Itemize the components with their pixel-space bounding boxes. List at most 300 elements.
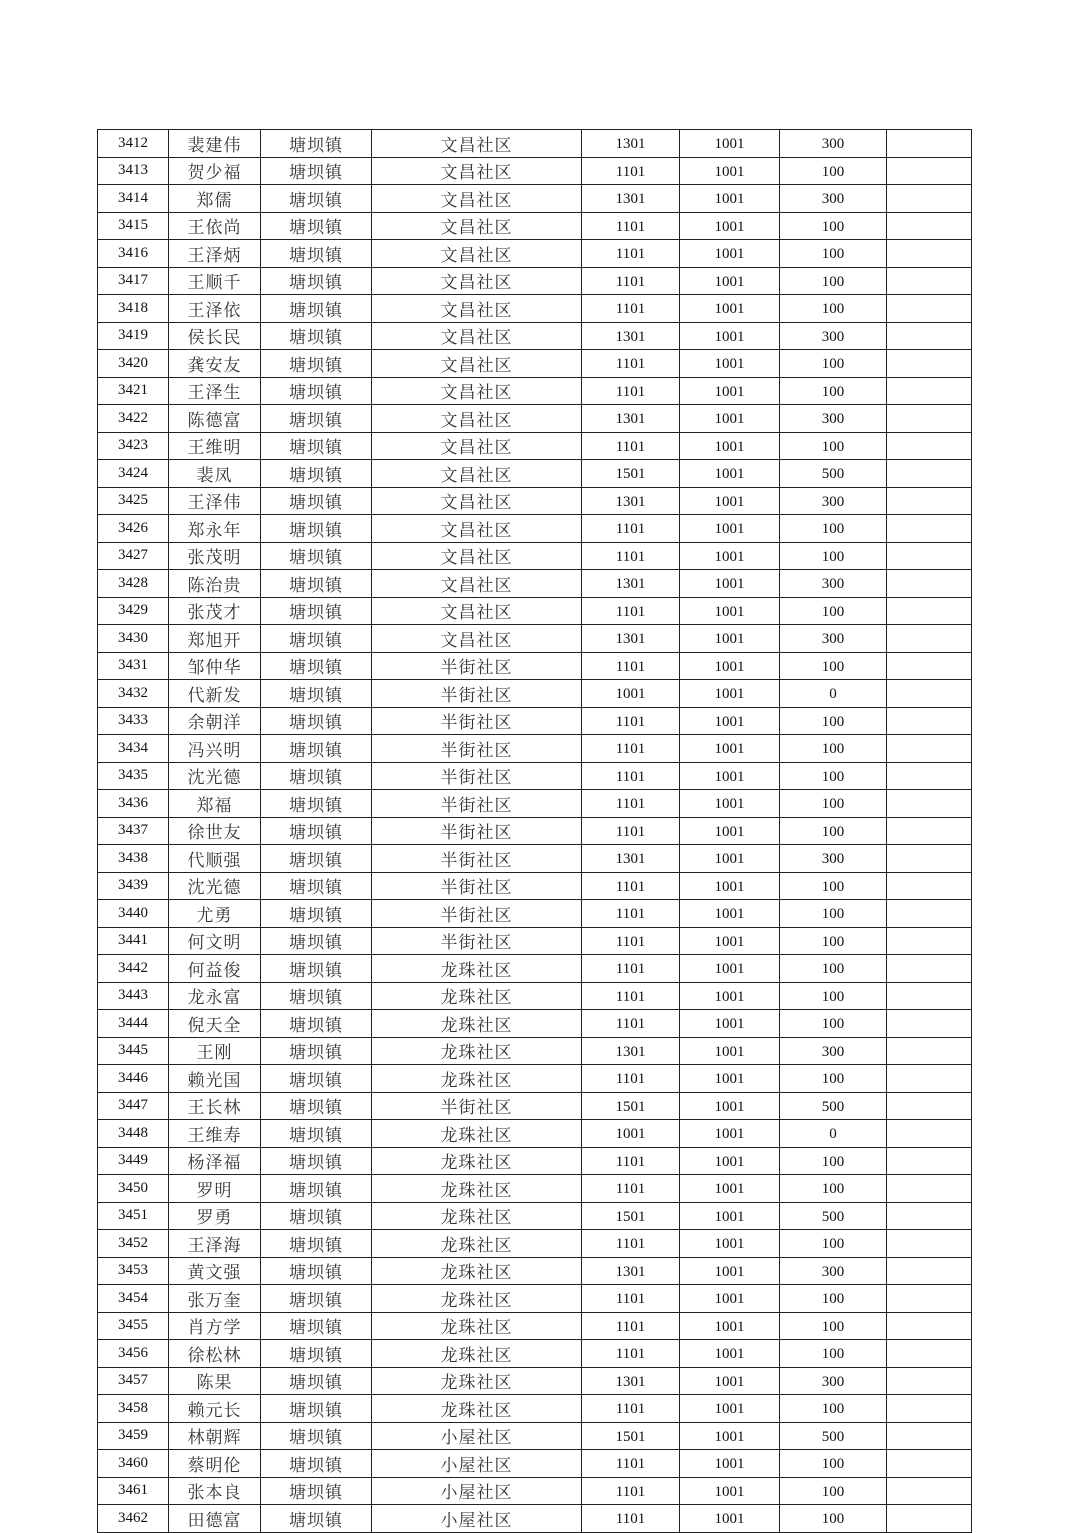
table-row bbox=[98, 1202, 972, 1230]
cell-community: 半街社区 bbox=[372, 790, 582, 818]
table-row bbox=[98, 350, 972, 378]
cell-town: 塘坝镇 bbox=[261, 982, 372, 1010]
cell-amount: 300 bbox=[780, 130, 887, 158]
cell-name: 王刚 bbox=[169, 1037, 261, 1065]
cell-name: 肖方学 bbox=[169, 1312, 261, 1340]
cell-name: 贺少福 bbox=[169, 157, 261, 185]
cell-code-a: 1301 bbox=[582, 487, 680, 515]
cell-amount: 100 bbox=[780, 872, 887, 900]
cell-town: 塘坝镇 bbox=[261, 1257, 372, 1285]
cell-remark bbox=[887, 240, 972, 268]
cell-row-number: 3420 bbox=[98, 350, 169, 378]
cell-town: 塘坝镇 bbox=[261, 872, 372, 900]
cell-row-number: 3436 bbox=[98, 790, 169, 818]
cell-row-number: 3424 bbox=[98, 460, 169, 488]
cell-row-number: 3415 bbox=[98, 212, 169, 240]
cell-remark bbox=[887, 542, 972, 570]
cell-code-a: 1101 bbox=[582, 790, 680, 818]
cell-remark bbox=[887, 845, 972, 873]
cell-code-b: 1001 bbox=[680, 1450, 780, 1478]
cell-name: 尤勇 bbox=[169, 900, 261, 928]
cell-amount: 100 bbox=[780, 1477, 887, 1505]
cell-row-number: 3439 bbox=[98, 872, 169, 900]
cell-amount: 100 bbox=[780, 900, 887, 928]
cell-community: 龙珠社区 bbox=[372, 1065, 582, 1093]
cell-community: 半街社区 bbox=[372, 927, 582, 955]
cell-name: 张茂才 bbox=[169, 597, 261, 625]
cell-remark bbox=[887, 625, 972, 653]
cell-community: 半街社区 bbox=[372, 652, 582, 680]
cell-town: 塘坝镇 bbox=[261, 570, 372, 598]
cell-code-b: 1001 bbox=[680, 1505, 780, 1533]
cell-code-b: 1001 bbox=[680, 707, 780, 735]
cell-name: 王泽依 bbox=[169, 295, 261, 323]
cell-code-a: 1301 bbox=[582, 845, 680, 873]
cell-community: 龙珠社区 bbox=[372, 1340, 582, 1368]
cell-remark bbox=[887, 405, 972, 433]
cell-row-number: 3431 bbox=[98, 652, 169, 680]
cell-remark bbox=[887, 377, 972, 405]
cell-amount: 100 bbox=[780, 955, 887, 983]
cell-row-number: 3444 bbox=[98, 1010, 169, 1038]
cell-code-a: 1501 bbox=[582, 460, 680, 488]
cell-code-b: 1001 bbox=[680, 130, 780, 158]
cell-code-b: 1001 bbox=[680, 322, 780, 350]
cell-name: 张茂明 bbox=[169, 542, 261, 570]
cell-row-number: 3451 bbox=[98, 1202, 169, 1230]
cell-town: 塘坝镇 bbox=[261, 1340, 372, 1368]
cell-town: 塘坝镇 bbox=[261, 680, 372, 708]
cell-community: 龙珠社区 bbox=[372, 1367, 582, 1395]
cell-row-number: 3452 bbox=[98, 1230, 169, 1258]
cell-town: 塘坝镇 bbox=[261, 1450, 372, 1478]
cell-remark bbox=[887, 817, 972, 845]
cell-code-a: 1101 bbox=[582, 350, 680, 378]
cell-remark bbox=[887, 570, 972, 598]
cell-code-b: 1001 bbox=[680, 790, 780, 818]
table-row bbox=[98, 1037, 972, 1065]
cell-name: 倪天全 bbox=[169, 1010, 261, 1038]
cell-code-b: 1001 bbox=[680, 1477, 780, 1505]
cell-code-b: 1001 bbox=[680, 240, 780, 268]
cell-community: 龙珠社区 bbox=[372, 1147, 582, 1175]
cell-amount: 100 bbox=[780, 1395, 887, 1423]
cell-code-b: 1001 bbox=[680, 625, 780, 653]
cell-amount: 100 bbox=[780, 817, 887, 845]
cell-amount: 300 bbox=[780, 487, 887, 515]
table-row bbox=[98, 1092, 972, 1120]
cell-town: 塘坝镇 bbox=[261, 735, 372, 763]
cell-town: 塘坝镇 bbox=[261, 1120, 372, 1148]
cell-amount: 100 bbox=[780, 927, 887, 955]
cell-community: 文昌社区 bbox=[372, 377, 582, 405]
cell-community: 文昌社区 bbox=[372, 405, 582, 433]
cell-community: 龙珠社区 bbox=[372, 1230, 582, 1258]
cell-amount: 100 bbox=[780, 212, 887, 240]
cell-town: 塘坝镇 bbox=[261, 405, 372, 433]
table-row bbox=[98, 927, 972, 955]
table-row bbox=[98, 845, 972, 873]
cell-code-b: 1001 bbox=[680, 1422, 780, 1450]
cell-row-number: 3457 bbox=[98, 1367, 169, 1395]
cell-remark bbox=[887, 1010, 972, 1038]
cell-name: 徐世友 bbox=[169, 817, 261, 845]
cell-community: 半街社区 bbox=[372, 900, 582, 928]
cell-code-a: 1301 bbox=[582, 625, 680, 653]
cell-code-a: 1101 bbox=[582, 295, 680, 323]
cell-name: 代顺强 bbox=[169, 845, 261, 873]
cell-code-b: 1001 bbox=[680, 377, 780, 405]
cell-remark bbox=[887, 872, 972, 900]
table-row bbox=[98, 625, 972, 653]
cell-name: 冯兴明 bbox=[169, 735, 261, 763]
cell-community: 文昌社区 bbox=[372, 515, 582, 543]
cell-community: 龙珠社区 bbox=[372, 1037, 582, 1065]
cell-town: 塘坝镇 bbox=[261, 1202, 372, 1230]
cell-code-a: 1101 bbox=[582, 1505, 680, 1533]
table-row bbox=[98, 1395, 972, 1423]
cell-remark bbox=[887, 1230, 972, 1258]
cell-row-number: 3440 bbox=[98, 900, 169, 928]
cell-remark bbox=[887, 597, 972, 625]
cell-remark bbox=[887, 487, 972, 515]
cell-row-number: 3445 bbox=[98, 1037, 169, 1065]
cell-town: 塘坝镇 bbox=[261, 487, 372, 515]
cell-community: 文昌社区 bbox=[372, 487, 582, 515]
cell-code-a: 1101 bbox=[582, 1477, 680, 1505]
cell-code-a: 1301 bbox=[582, 1367, 680, 1395]
cell-remark bbox=[887, 1257, 972, 1285]
cell-community: 半街社区 bbox=[372, 762, 582, 790]
cell-community: 龙珠社区 bbox=[372, 982, 582, 1010]
cell-name: 张本良 bbox=[169, 1477, 261, 1505]
table-row bbox=[98, 405, 972, 433]
cell-amount: 100 bbox=[780, 267, 887, 295]
cell-row-number: 3438 bbox=[98, 845, 169, 873]
table-row bbox=[98, 735, 972, 763]
table-row bbox=[98, 432, 972, 460]
table-row bbox=[98, 1257, 972, 1285]
cell-community: 小屋社区 bbox=[372, 1477, 582, 1505]
cell-community: 文昌社区 bbox=[372, 212, 582, 240]
cell-remark bbox=[887, 927, 972, 955]
cell-code-b: 1001 bbox=[680, 1202, 780, 1230]
cell-row-number: 3447 bbox=[98, 1092, 169, 1120]
cell-code-a: 1301 bbox=[582, 570, 680, 598]
cell-code-b: 1001 bbox=[680, 735, 780, 763]
cell-code-a: 1101 bbox=[582, 1147, 680, 1175]
cell-amount: 100 bbox=[780, 1230, 887, 1258]
cell-amount: 100 bbox=[780, 1175, 887, 1203]
cell-row-number: 3426 bbox=[98, 515, 169, 543]
table-row bbox=[98, 1147, 972, 1175]
cell-code-b: 1001 bbox=[680, 405, 780, 433]
cell-remark bbox=[887, 1422, 972, 1450]
cell-amount: 0 bbox=[780, 680, 887, 708]
cell-row-number: 3423 bbox=[98, 432, 169, 460]
cell-community: 文昌社区 bbox=[372, 625, 582, 653]
cell-code-a: 1301 bbox=[582, 1257, 680, 1285]
cell-code-a: 1101 bbox=[582, 212, 680, 240]
table-row bbox=[98, 1312, 972, 1340]
table-row bbox=[98, 1450, 972, 1478]
cell-code-b: 1001 bbox=[680, 1230, 780, 1258]
table-row bbox=[98, 790, 972, 818]
cell-code-b: 1001 bbox=[680, 982, 780, 1010]
cell-code-b: 1001 bbox=[680, 817, 780, 845]
cell-code-a: 1101 bbox=[582, 900, 680, 928]
cell-code-b: 1001 bbox=[680, 872, 780, 900]
cell-code-a: 1101 bbox=[582, 817, 680, 845]
cell-town: 塘坝镇 bbox=[261, 845, 372, 873]
cell-code-b: 1001 bbox=[680, 487, 780, 515]
cell-name: 黄文强 bbox=[169, 1257, 261, 1285]
cell-amount: 100 bbox=[780, 295, 887, 323]
cell-community: 龙珠社区 bbox=[372, 1120, 582, 1148]
cell-code-a: 1101 bbox=[582, 1175, 680, 1203]
cell-code-b: 1001 bbox=[680, 680, 780, 708]
cell-town: 塘坝镇 bbox=[261, 900, 372, 928]
cell-remark bbox=[887, 432, 972, 460]
cell-amount: 300 bbox=[780, 1367, 887, 1395]
cell-code-a: 1101 bbox=[582, 267, 680, 295]
cell-remark bbox=[887, 1175, 972, 1203]
cell-town: 塘坝镇 bbox=[261, 707, 372, 735]
cell-name: 陈德富 bbox=[169, 405, 261, 433]
cell-code-a: 1101 bbox=[582, 872, 680, 900]
cell-amount: 100 bbox=[780, 1450, 887, 1478]
cell-amount: 300 bbox=[780, 625, 887, 653]
cell-code-b: 1001 bbox=[680, 267, 780, 295]
cell-name: 郑永年 bbox=[169, 515, 261, 543]
cell-name: 代新发 bbox=[169, 680, 261, 708]
cell-row-number: 3414 bbox=[98, 185, 169, 213]
cell-row-number: 3417 bbox=[98, 267, 169, 295]
cell-row-number: 3413 bbox=[98, 157, 169, 185]
cell-community: 半街社区 bbox=[372, 1092, 582, 1120]
cell-town: 塘坝镇 bbox=[261, 1367, 372, 1395]
cell-remark bbox=[887, 955, 972, 983]
cell-amount: 100 bbox=[780, 762, 887, 790]
cell-remark bbox=[887, 707, 972, 735]
cell-code-a: 1101 bbox=[582, 515, 680, 543]
cell-community: 文昌社区 bbox=[372, 130, 582, 158]
cell-town: 塘坝镇 bbox=[261, 432, 372, 460]
cell-community: 文昌社区 bbox=[372, 267, 582, 295]
table-row bbox=[98, 817, 972, 845]
cell-amount: 0 bbox=[780, 1120, 887, 1148]
table-row bbox=[98, 1285, 972, 1313]
cell-code-b: 1001 bbox=[680, 1010, 780, 1038]
cell-code-b: 1001 bbox=[680, 597, 780, 625]
cell-row-number: 3419 bbox=[98, 322, 169, 350]
cell-row-number: 3455 bbox=[98, 1312, 169, 1340]
cell-name: 沈光德 bbox=[169, 762, 261, 790]
cell-code-b: 1001 bbox=[680, 185, 780, 213]
cell-code-a: 1101 bbox=[582, 955, 680, 983]
cell-town: 塘坝镇 bbox=[261, 1505, 372, 1533]
cell-amount: 100 bbox=[780, 1147, 887, 1175]
cell-amount: 100 bbox=[780, 240, 887, 268]
cell-row-number: 3460 bbox=[98, 1450, 169, 1478]
cell-code-b: 1001 bbox=[680, 1285, 780, 1313]
cell-community: 龙珠社区 bbox=[372, 1010, 582, 1038]
cell-community: 文昌社区 bbox=[372, 350, 582, 378]
table-row bbox=[98, 515, 972, 543]
cell-code-b: 1001 bbox=[680, 1312, 780, 1340]
cell-amount: 100 bbox=[780, 597, 887, 625]
cell-amount: 100 bbox=[780, 735, 887, 763]
cell-amount: 500 bbox=[780, 1092, 887, 1120]
cell-name: 王泽炳 bbox=[169, 240, 261, 268]
cell-town: 塘坝镇 bbox=[261, 130, 372, 158]
cell-community: 文昌社区 bbox=[372, 597, 582, 625]
cell-code-a: 1001 bbox=[582, 680, 680, 708]
cell-row-number: 3416 bbox=[98, 240, 169, 268]
cell-name: 罗勇 bbox=[169, 1202, 261, 1230]
table-row bbox=[98, 1505, 972, 1533]
table-row bbox=[98, 295, 972, 323]
cell-name: 蔡明伦 bbox=[169, 1450, 261, 1478]
cell-community: 半街社区 bbox=[372, 872, 582, 900]
table-row bbox=[98, 1175, 972, 1203]
cell-town: 塘坝镇 bbox=[261, 597, 372, 625]
cell-row-number: 3459 bbox=[98, 1422, 169, 1450]
cell-remark bbox=[887, 185, 972, 213]
cell-remark bbox=[887, 1477, 972, 1505]
cell-code-a: 1001 bbox=[582, 1120, 680, 1148]
cell-amount: 100 bbox=[780, 652, 887, 680]
cell-row-number: 3446 bbox=[98, 1065, 169, 1093]
cell-name: 杨泽福 bbox=[169, 1147, 261, 1175]
table-row bbox=[98, 762, 972, 790]
cell-code-b: 1001 bbox=[680, 652, 780, 680]
cell-name: 龚安友 bbox=[169, 350, 261, 378]
cell-row-number: 3422 bbox=[98, 405, 169, 433]
cell-row-number: 3433 bbox=[98, 707, 169, 735]
table-row bbox=[98, 1010, 972, 1038]
cell-community: 龙珠社区 bbox=[372, 1257, 582, 1285]
table-body bbox=[98, 130, 972, 1533]
table-row bbox=[98, 267, 972, 295]
cell-remark bbox=[887, 350, 972, 378]
cell-code-b: 1001 bbox=[680, 762, 780, 790]
cell-name: 郑福 bbox=[169, 790, 261, 818]
cell-name: 王维寿 bbox=[169, 1120, 261, 1148]
cell-amount: 300 bbox=[780, 322, 887, 350]
cell-code-b: 1001 bbox=[680, 1037, 780, 1065]
cell-code-a: 1501 bbox=[582, 1202, 680, 1230]
cell-code-a: 1101 bbox=[582, 597, 680, 625]
cell-code-b: 1001 bbox=[680, 845, 780, 873]
cell-remark bbox=[887, 1092, 972, 1120]
cell-amount: 500 bbox=[780, 1422, 887, 1450]
cell-row-number: 3441 bbox=[98, 927, 169, 955]
cell-name: 王长林 bbox=[169, 1092, 261, 1120]
cell-amount: 100 bbox=[780, 1065, 887, 1093]
cell-name: 王依尚 bbox=[169, 212, 261, 240]
cell-code-a: 1301 bbox=[582, 322, 680, 350]
cell-amount: 100 bbox=[780, 1285, 887, 1313]
cell-code-a: 1101 bbox=[582, 1010, 680, 1038]
cell-amount: 100 bbox=[780, 432, 887, 460]
table-row bbox=[98, 900, 972, 928]
cell-remark bbox=[887, 1505, 972, 1533]
cell-amount: 500 bbox=[780, 460, 887, 488]
cell-name: 王维明 bbox=[169, 432, 261, 460]
cell-remark bbox=[887, 267, 972, 295]
cell-amount: 100 bbox=[780, 982, 887, 1010]
cell-amount: 100 bbox=[780, 707, 887, 735]
cell-code-a: 1301 bbox=[582, 405, 680, 433]
cell-row-number: 3456 bbox=[98, 1340, 169, 1368]
cell-row-number: 3427 bbox=[98, 542, 169, 570]
cell-town: 塘坝镇 bbox=[261, 322, 372, 350]
cell-code-a: 1101 bbox=[582, 707, 680, 735]
table-row bbox=[98, 322, 972, 350]
cell-remark bbox=[887, 460, 972, 488]
cell-row-number: 3442 bbox=[98, 955, 169, 983]
cell-row-number: 3429 bbox=[98, 597, 169, 625]
cell-remark bbox=[887, 1367, 972, 1395]
records-table bbox=[97, 129, 972, 1533]
table-row bbox=[98, 460, 972, 488]
cell-community: 小屋社区 bbox=[372, 1450, 582, 1478]
cell-row-number: 3434 bbox=[98, 735, 169, 763]
cell-amount: 300 bbox=[780, 405, 887, 433]
table-row bbox=[98, 212, 972, 240]
cell-remark bbox=[887, 982, 972, 1010]
cell-row-number: 3435 bbox=[98, 762, 169, 790]
cell-community: 文昌社区 bbox=[372, 240, 582, 268]
cell-amount: 300 bbox=[780, 570, 887, 598]
cell-code-b: 1001 bbox=[680, 1395, 780, 1423]
cell-remark bbox=[887, 130, 972, 158]
cell-community: 龙珠社区 bbox=[372, 1395, 582, 1423]
cell-town: 塘坝镇 bbox=[261, 1230, 372, 1258]
cell-amount: 100 bbox=[780, 515, 887, 543]
table-row bbox=[98, 1422, 972, 1450]
cell-code-b: 1001 bbox=[680, 900, 780, 928]
cell-name: 余朝洋 bbox=[169, 707, 261, 735]
cell-town: 塘坝镇 bbox=[261, 295, 372, 323]
cell-community: 文昌社区 bbox=[372, 432, 582, 460]
cell-code-a: 1101 bbox=[582, 652, 680, 680]
cell-community: 半街社区 bbox=[372, 680, 582, 708]
cell-name: 王顺千 bbox=[169, 267, 261, 295]
cell-community: 龙珠社区 bbox=[372, 955, 582, 983]
cell-code-b: 1001 bbox=[680, 1257, 780, 1285]
cell-code-a: 1101 bbox=[582, 1450, 680, 1478]
cell-town: 塘坝镇 bbox=[261, 1285, 372, 1313]
cell-name: 邹仲华 bbox=[169, 652, 261, 680]
cell-amount: 100 bbox=[780, 350, 887, 378]
cell-community: 龙珠社区 bbox=[372, 1312, 582, 1340]
cell-community: 小屋社区 bbox=[372, 1422, 582, 1450]
cell-remark bbox=[887, 295, 972, 323]
cell-remark bbox=[887, 762, 972, 790]
cell-name: 沈光德 bbox=[169, 872, 261, 900]
cell-name: 徐松林 bbox=[169, 1340, 261, 1368]
cell-name: 郑旭开 bbox=[169, 625, 261, 653]
cell-code-a: 1101 bbox=[582, 542, 680, 570]
cell-town: 塘坝镇 bbox=[261, 212, 372, 240]
table-row bbox=[98, 652, 972, 680]
cell-town: 塘坝镇 bbox=[261, 240, 372, 268]
cell-amount: 100 bbox=[780, 1340, 887, 1368]
cell-name: 王泽生 bbox=[169, 377, 261, 405]
cell-row-number: 3462 bbox=[98, 1505, 169, 1533]
